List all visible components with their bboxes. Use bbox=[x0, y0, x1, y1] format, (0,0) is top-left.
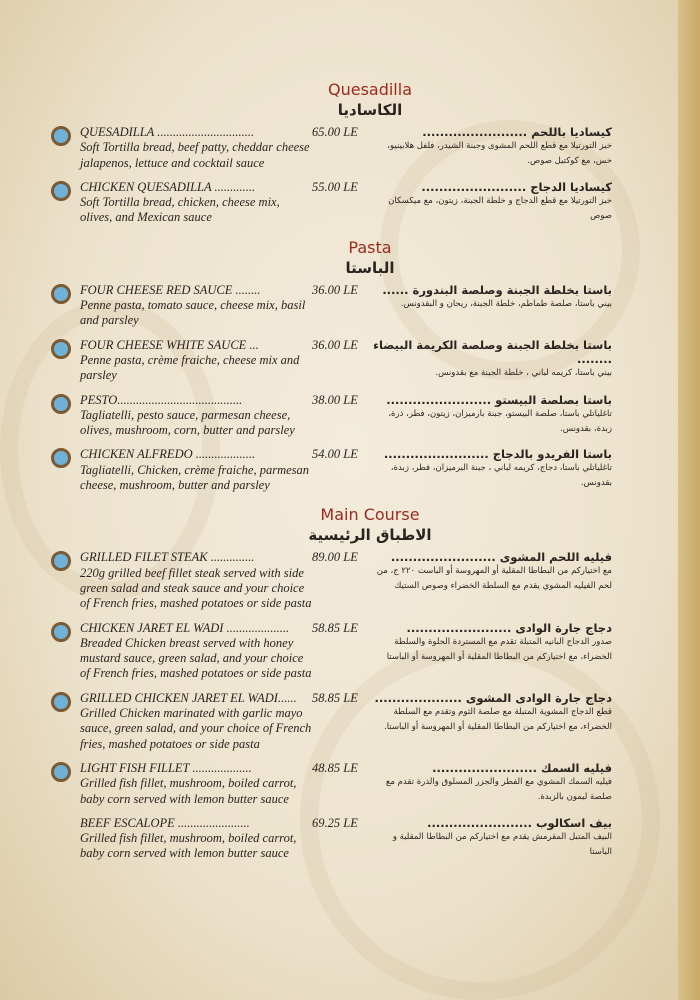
item-description: Soft Tortilla bread, beef patty, cheddar cheese jalapenos, lettuce and cocktail sauce bbox=[80, 140, 310, 170]
item-name-arabic: دجاج جارة الوادى المشوى .................... bbox=[374, 690, 612, 705]
section-title: Main Course bbox=[320, 505, 420, 525]
menu-page bbox=[0, 80, 700, 871]
item-name-arabic: باستا الفريدو بالدجاج ........................ bbox=[383, 447, 612, 462]
item-description: Grilled Chicken marinated with garlic mayo sauce, green salad, and your choice of French fries, mashed potatoes or side pasta bbox=[80, 706, 312, 751]
item-description: Penne pasta, crème fraiche, cheese mix and parsley bbox=[80, 352, 300, 383]
item-name-arabic: فيليه السمك ........................ bbox=[432, 760, 612, 775]
item-description-arabic: خبز التورتيلا مع قطع اللحم المشوى وجبنة الشيدر، فلفل هلابينيو، خس، مع كوكتيل صوص. bbox=[387, 141, 612, 166]
item-description: Grilled fish fillet, mushroom, boiled carrot, baby corn served with lemon butter sauce bbox=[80, 831, 297, 861]
menu-item bbox=[0, 393, 700, 439]
item-name: PESTO........................................ bbox=[80, 392, 243, 407]
item-price: 36.00 LE bbox=[312, 282, 358, 297]
menu-item bbox=[0, 125, 700, 171]
section-title: Quesadilla bbox=[327, 80, 412, 99]
item-name-arabic: بيف اسكالوب ........................ bbox=[427, 815, 612, 830]
badge-icon bbox=[51, 551, 71, 571]
item-name: CHICKEN ALFREDO ................... bbox=[80, 447, 256, 462]
item-description-arabic: البيف المتبل المقرمش يقدم مع اختياركم من البطاطا المقلية و الباستا bbox=[392, 831, 612, 857]
item-description: 220g grilled beef fillet steak served with side green salad and steak sauce and your choice of French fries, mashed potatoes or side pasta bbox=[80, 565, 312, 611]
menu-item bbox=[0, 447, 700, 493]
item-description: Breaded Chicken breast served with honey mustard sauce, green salad, and your choice of French fries, mashed potatoes or side pasta bbox=[80, 635, 312, 681]
item-price: 55.00 LE bbox=[312, 179, 358, 194]
menu-item bbox=[0, 550, 700, 611]
menu-section bbox=[0, 505, 700, 861]
item-name: CHICKEN JARET EL WADI .................... bbox=[80, 620, 290, 635]
item-name-arabic: فيليه اللحم المشوى ........................ bbox=[390, 550, 612, 565]
badge-icon bbox=[51, 394, 71, 414]
item-price: 58.85 LE bbox=[312, 690, 358, 705]
menu-item bbox=[0, 691, 700, 752]
section-title: Pasta bbox=[348, 237, 392, 257]
item-price: 58.85 LE bbox=[312, 620, 358, 635]
badge-icon bbox=[51, 622, 71, 642]
section-title-arabic: الباستا bbox=[345, 258, 395, 277]
menu-section bbox=[0, 80, 700, 226]
item-name-arabic: باستا بخلطة الجبنة وصلصة الكريمة البيضاء ........ bbox=[373, 337, 612, 366]
item-name: LIGHT FISH FILLET ................... bbox=[80, 760, 252, 775]
item-description: Soft Tortilla bread, chicken, cheese mix, olives, and Mexican sauce bbox=[80, 195, 280, 225]
item-name-arabic: باستا بخلطة الجبنة وصلصة البندورة ...... bbox=[382, 282, 612, 297]
item-description-arabic: بيني باستا، صلصة طماطم، خلطة الجبنة، ريحان و البقدونس. bbox=[400, 298, 612, 309]
item-description-arabic: فيليه السمك المشوي مع الفطر والجزر المسلوق والذرة تقدم مع صلصة ليمون بالزبدة. bbox=[385, 776, 612, 802]
item-price: 89.00 LE bbox=[312, 550, 358, 565]
item-description: Grilled fish fillet, mushroom, boiled carrot, baby corn served with lemon butter sauce bbox=[80, 776, 297, 806]
menu-item bbox=[0, 338, 700, 384]
menu-item bbox=[0, 816, 700, 862]
item-name: CHICKEN QUESADILLA ............. bbox=[80, 179, 256, 194]
item-description-arabic: خبز التورتيلا مع قطع الدجاج و خلطة الجبنة، زيتون، مع ميكسكان صوص bbox=[388, 195, 612, 221]
item-name-arabic: كيساديا باللحم ........................ bbox=[422, 125, 612, 139]
item-name: GRILLED FILET STEAK .............. bbox=[80, 550, 255, 565]
menu-item bbox=[0, 621, 700, 682]
item-price: 65.00 LE bbox=[312, 125, 358, 139]
item-name: QUESADILLA ............................... bbox=[80, 125, 255, 139]
item-price: 36.00 LE bbox=[312, 337, 358, 352]
badge-icon bbox=[51, 339, 71, 359]
item-description: Tagliatelli, Chicken, crème fraiche, parmesan cheese, mushroom, butter and parsley bbox=[80, 462, 310, 493]
item-name-arabic: دجاج جارة الوادى ........................ bbox=[406, 620, 612, 635]
item-name: FOUR CHEESE WHITE SAUCE ... bbox=[80, 337, 259, 352]
menu-item bbox=[0, 761, 700, 807]
item-price: 48.85 LE bbox=[312, 760, 358, 775]
item-description-arabic: مع اختياركم من البطاطا المقلية أو المهروسة أو الباست ٢٢٠ ج، من لحم الفيليه المشوي يقدم مع السلطة الخضراء وصوص الستيك bbox=[376, 566, 612, 592]
badge-icon bbox=[51, 181, 71, 201]
item-description-arabic: بيني باستا، كريمه لباني ، خلطة الجبنة مع بقدونس. bbox=[435, 367, 612, 378]
item-description-arabic: صدور الدجاج البانيه المتبلة تقدم مع المستردة الحلوة والسلطة الخضراء، مع اختياركم من البطاطا المقلية أو المهروسة أو الباستا bbox=[386, 636, 612, 662]
item-name: BEEF ESCALOPE ....................... bbox=[80, 815, 250, 830]
badge-icon bbox=[51, 284, 71, 304]
badge-icon bbox=[51, 448, 71, 468]
item-description-arabic: تاغلياتلي باستا، صلصة البيستو، جبنة بارميزان، زيتون، فطر، ذرة، زبدة، بقدونس. bbox=[388, 408, 612, 434]
item-price: 38.00 LE bbox=[312, 392, 358, 407]
item-description-arabic: تاغلياتلي باستا، دجاج، كريمه لباني ، جبنة البرميزان، فطر، زبدة، بقدونس. bbox=[390, 463, 612, 489]
badge-icon bbox=[51, 126, 71, 146]
item-price: 54.00 LE bbox=[312, 447, 358, 462]
section-title-arabic: الاطباق الرئيسية bbox=[308, 526, 432, 545]
item-name: GRILLED CHICKEN JARET EL WADI...... bbox=[80, 690, 297, 705]
section-title-arabic: الكاساديا bbox=[337, 101, 403, 119]
item-price: 69.25 LE bbox=[312, 815, 358, 830]
item-description-arabic: قطع الدجاج المشوية المتبلة مع صلصة الثوم وتقدم مع السلطة الخضراء، مع اختياركم من البطاطا المقلية أو المهروسة أو الباستا. bbox=[384, 706, 612, 732]
item-description: Tagliatelli, pesto sauce, parmesan cheese, olives, mushroom, corn, butter and parsley bbox=[80, 407, 295, 438]
item-name: FOUR CHEESE RED SAUCE ........ bbox=[80, 282, 261, 297]
badge-icon bbox=[51, 762, 71, 782]
item-description: Penne pasta, tomato sauce, cheese mix, basil and parsley bbox=[80, 298, 306, 328]
item-name-arabic: باستا بصلصة البيستو ........................ bbox=[386, 392, 612, 407]
badge-icon bbox=[51, 692, 71, 712]
menu-section bbox=[0, 238, 700, 494]
item-name-arabic: كيساديا الدجاج ........................ bbox=[421, 179, 612, 194]
menu-item bbox=[0, 180, 700, 226]
menu-item bbox=[0, 283, 700, 329]
